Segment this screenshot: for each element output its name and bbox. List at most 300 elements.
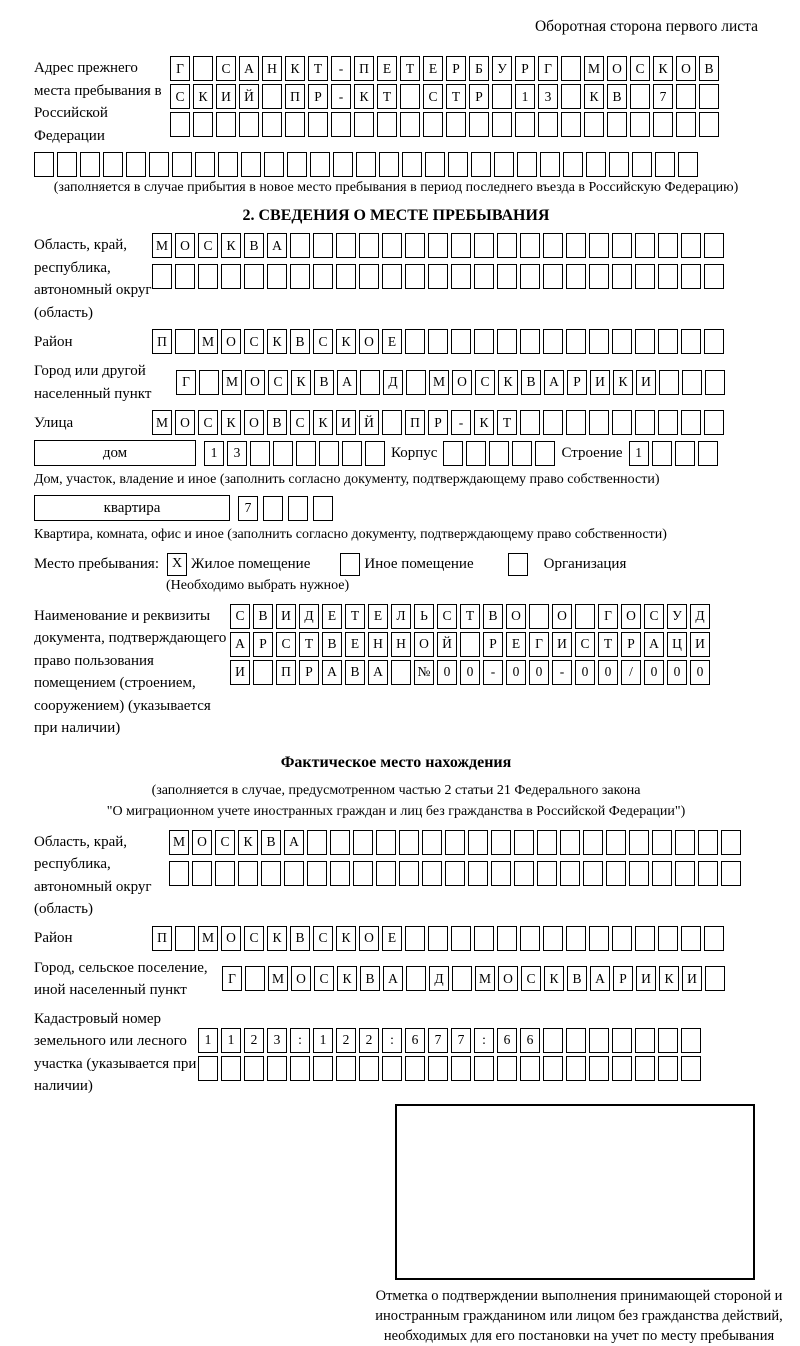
- char-cell[interactable]: [149, 152, 169, 177]
- char-cell[interactable]: [652, 830, 672, 855]
- char-cell[interactable]: К: [354, 84, 374, 109]
- char-cell[interactable]: С: [313, 926, 333, 951]
- char-cell[interactable]: [497, 1056, 517, 1081]
- char-cell[interactable]: С: [575, 632, 595, 657]
- char-cell[interactable]: 1: [515, 84, 535, 109]
- char-cell[interactable]: Р: [428, 410, 448, 435]
- char-cell[interactable]: :: [290, 1028, 310, 1053]
- char-cell[interactable]: [497, 264, 517, 289]
- char-cell[interactable]: Г: [176, 370, 196, 395]
- char-cell[interactable]: [721, 861, 741, 886]
- char-cell[interactable]: [586, 152, 606, 177]
- char-cell[interactable]: [290, 1056, 310, 1081]
- char-cell[interactable]: Т: [345, 604, 365, 629]
- char-cell[interactable]: С: [290, 410, 310, 435]
- char-cell[interactable]: К: [337, 966, 357, 991]
- char-cell[interactable]: М: [152, 233, 172, 258]
- char-cell[interactable]: [543, 1056, 563, 1081]
- char-cell[interactable]: А: [368, 660, 388, 685]
- char-cell[interactable]: С: [198, 410, 218, 435]
- char-cell[interactable]: [681, 926, 701, 951]
- char-cell[interactable]: [287, 152, 307, 177]
- char-cell[interactable]: [520, 926, 540, 951]
- char-cell[interactable]: П: [152, 329, 172, 354]
- char-cell[interactable]: [629, 861, 649, 886]
- char-cell[interactable]: О: [506, 604, 526, 629]
- char-cell[interactable]: Е: [382, 329, 402, 354]
- char-cell[interactable]: [382, 233, 402, 258]
- char-cell[interactable]: П: [285, 84, 305, 109]
- char-cell[interactable]: П: [405, 410, 425, 435]
- char-cell[interactable]: [514, 830, 534, 855]
- char-cell[interactable]: И: [690, 632, 710, 657]
- char-cell[interactable]: [399, 830, 419, 855]
- char-cell[interactable]: М: [429, 370, 449, 395]
- char-cell[interactable]: [400, 84, 420, 109]
- char-cell[interactable]: [543, 264, 563, 289]
- char-cell[interactable]: [474, 329, 494, 354]
- char-cell[interactable]: 0: [460, 660, 480, 685]
- char-cell[interactable]: [543, 1028, 563, 1053]
- char-cell[interactable]: Е: [506, 632, 526, 657]
- char-cell[interactable]: Г: [598, 604, 618, 629]
- char-cell[interactable]: Д: [429, 966, 449, 991]
- char-cell[interactable]: Й: [359, 410, 379, 435]
- char-cell[interactable]: [497, 233, 517, 258]
- char-cell[interactable]: [443, 441, 463, 466]
- char-cell[interactable]: И: [276, 604, 296, 629]
- char-cell[interactable]: [336, 264, 356, 289]
- char-cell[interactable]: К: [221, 410, 241, 435]
- char-cell[interactable]: [382, 1056, 402, 1081]
- char-cell[interactable]: Е: [345, 632, 365, 657]
- char-cell[interactable]: [336, 233, 356, 258]
- char-cell[interactable]: -: [552, 660, 572, 685]
- char-cell[interactable]: 7: [653, 84, 673, 109]
- char-cell[interactable]: [606, 861, 626, 886]
- char-cell[interactable]: О: [414, 632, 434, 657]
- char-cell[interactable]: К: [238, 830, 258, 855]
- char-cell[interactable]: 1: [313, 1028, 333, 1053]
- char-cell[interactable]: 3: [267, 1028, 287, 1053]
- char-cell[interactable]: [172, 152, 192, 177]
- char-cell[interactable]: С: [521, 966, 541, 991]
- char-cell[interactable]: О: [175, 233, 195, 258]
- char-cell[interactable]: [630, 112, 650, 137]
- char-cell[interactable]: К: [221, 233, 241, 258]
- char-cell[interactable]: [676, 84, 696, 109]
- char-cell[interactable]: [376, 861, 396, 886]
- char-cell[interactable]: Т: [400, 56, 420, 81]
- char-cell[interactable]: [379, 152, 399, 177]
- char-cell[interactable]: И: [636, 966, 656, 991]
- char-cell[interactable]: Т: [308, 56, 328, 81]
- char-cell[interactable]: В: [314, 370, 334, 395]
- char-cell[interactable]: О: [221, 926, 241, 951]
- char-cell[interactable]: [589, 1028, 609, 1053]
- char-cell[interactable]: М: [268, 966, 288, 991]
- char-cell[interactable]: 0: [437, 660, 457, 685]
- char-cell[interactable]: 0: [598, 660, 618, 685]
- char-cell[interactable]: [468, 830, 488, 855]
- char-cell[interactable]: С: [630, 56, 650, 81]
- char-cell[interactable]: -: [331, 56, 351, 81]
- char-cell[interactable]: [699, 112, 719, 137]
- char-cell[interactable]: [609, 152, 629, 177]
- char-cell[interactable]: [284, 861, 304, 886]
- char-cell[interactable]: 2: [359, 1028, 379, 1053]
- char-cell[interactable]: И: [682, 966, 702, 991]
- char-cell[interactable]: У: [492, 56, 512, 81]
- char-cell[interactable]: А: [230, 632, 250, 657]
- char-cell[interactable]: 0: [529, 660, 549, 685]
- char-cell[interactable]: [492, 84, 512, 109]
- char-cell[interactable]: [428, 264, 448, 289]
- char-cell[interactable]: [428, 926, 448, 951]
- char-cell[interactable]: [451, 329, 471, 354]
- char-cell[interactable]: В: [267, 410, 287, 435]
- char-cell[interactable]: [612, 410, 632, 435]
- char-cell[interactable]: [682, 370, 702, 395]
- char-cell[interactable]: [313, 264, 333, 289]
- char-cell[interactable]: [497, 926, 517, 951]
- char-cell[interactable]: А: [322, 660, 342, 685]
- char-cell[interactable]: [195, 152, 215, 177]
- char-cell[interactable]: К: [291, 370, 311, 395]
- char-cell[interactable]: Ц: [667, 632, 687, 657]
- char-cell[interactable]: [288, 496, 308, 521]
- char-cell[interactable]: В: [345, 660, 365, 685]
- char-cell[interactable]: С: [230, 604, 250, 629]
- char-cell[interactable]: С: [268, 370, 288, 395]
- char-cell[interactable]: С: [198, 233, 218, 258]
- char-cell[interactable]: Д: [690, 604, 710, 629]
- char-cell[interactable]: [199, 370, 219, 395]
- char-cell[interactable]: К: [267, 926, 287, 951]
- char-cell[interactable]: [253, 660, 273, 685]
- char-cell[interactable]: :: [474, 1028, 494, 1053]
- char-cell[interactable]: А: [239, 56, 259, 81]
- char-cell[interactable]: [543, 410, 563, 435]
- char-cell[interactable]: [308, 112, 328, 137]
- char-cell[interactable]: [451, 233, 471, 258]
- char-cell[interactable]: И: [590, 370, 610, 395]
- char-cell[interactable]: О: [221, 329, 241, 354]
- char-cell[interactable]: [563, 152, 583, 177]
- char-cell[interactable]: [494, 152, 514, 177]
- char-cell[interactable]: [566, 926, 586, 951]
- char-cell[interactable]: Е: [322, 604, 342, 629]
- char-cell[interactable]: [468, 861, 488, 886]
- char-cell[interactable]: [356, 152, 376, 177]
- char-cell[interactable]: [474, 926, 494, 951]
- char-cell[interactable]: [681, 264, 701, 289]
- char-cell[interactable]: 7: [428, 1028, 448, 1053]
- char-cell[interactable]: 1: [204, 441, 224, 466]
- char-cell[interactable]: -: [451, 410, 471, 435]
- char-cell[interactable]: [635, 264, 655, 289]
- char-cell[interactable]: 7: [238, 496, 258, 521]
- char-cell[interactable]: [698, 441, 718, 466]
- char-cell[interactable]: [491, 830, 511, 855]
- char-cell[interactable]: [469, 112, 489, 137]
- char-cell[interactable]: С: [475, 370, 495, 395]
- char-cell[interactable]: [80, 152, 100, 177]
- char-cell[interactable]: Е: [368, 604, 388, 629]
- char-cell[interactable]: [681, 233, 701, 258]
- char-cell[interactable]: [359, 1056, 379, 1081]
- char-cell[interactable]: [560, 861, 580, 886]
- char-cell[interactable]: Д: [299, 604, 319, 629]
- char-cell[interactable]: [428, 1056, 448, 1081]
- char-cell[interactable]: Д: [383, 370, 403, 395]
- char-cell[interactable]: [699, 84, 719, 109]
- char-cell[interactable]: [653, 112, 673, 137]
- char-cell[interactable]: Г: [222, 966, 242, 991]
- char-cell[interactable]: И: [336, 410, 356, 435]
- char-cell[interactable]: К: [336, 926, 356, 951]
- char-cell[interactable]: [405, 329, 425, 354]
- char-cell[interactable]: [652, 861, 672, 886]
- char-cell[interactable]: 1: [221, 1028, 241, 1053]
- char-cell[interactable]: В: [360, 966, 380, 991]
- char-cell[interactable]: [471, 152, 491, 177]
- char-cell[interactable]: [630, 84, 650, 109]
- char-cell[interactable]: [319, 441, 339, 466]
- char-cell[interactable]: О: [676, 56, 696, 81]
- char-cell[interactable]: Б: [469, 56, 489, 81]
- char-cell[interactable]: С: [170, 84, 190, 109]
- char-cell[interactable]: [658, 410, 678, 435]
- char-cell[interactable]: 6: [497, 1028, 517, 1053]
- char-cell[interactable]: [566, 264, 586, 289]
- char-cell[interactable]: А: [284, 830, 304, 855]
- char-cell[interactable]: [353, 861, 373, 886]
- char-cell[interactable]: [560, 830, 580, 855]
- char-cell[interactable]: [658, 926, 678, 951]
- char-cell[interactable]: 0: [506, 660, 526, 685]
- char-cell[interactable]: [405, 926, 425, 951]
- char-cell[interactable]: [175, 264, 195, 289]
- char-cell[interactable]: [704, 233, 724, 258]
- char-cell[interactable]: [607, 112, 627, 137]
- char-cell[interactable]: [382, 264, 402, 289]
- char-cell[interactable]: [698, 830, 718, 855]
- char-cell[interactable]: [313, 496, 333, 521]
- char-cell[interactable]: К: [653, 56, 673, 81]
- char-cell[interactable]: [612, 329, 632, 354]
- char-cell[interactable]: 2: [336, 1028, 356, 1053]
- char-cell[interactable]: [515, 112, 535, 137]
- char-cell[interactable]: [353, 830, 373, 855]
- char-cell[interactable]: 1: [629, 441, 649, 466]
- char-cell[interactable]: С: [244, 329, 264, 354]
- char-cell[interactable]: [612, 264, 632, 289]
- char-cell[interactable]: [273, 441, 293, 466]
- char-cell[interactable]: [589, 329, 609, 354]
- char-cell[interactable]: [445, 861, 465, 886]
- char-cell[interactable]: Р: [613, 966, 633, 991]
- char-cell[interactable]: [307, 830, 327, 855]
- char-cell[interactable]: О: [498, 966, 518, 991]
- char-cell[interactable]: [635, 233, 655, 258]
- char-cell[interactable]: [267, 264, 287, 289]
- char-cell[interactable]: [250, 441, 270, 466]
- char-cell[interactable]: [704, 329, 724, 354]
- char-cell[interactable]: [658, 329, 678, 354]
- char-cell[interactable]: А: [590, 966, 610, 991]
- char-cell[interactable]: О: [452, 370, 472, 395]
- char-cell[interactable]: [336, 1056, 356, 1081]
- char-cell[interactable]: М: [169, 830, 189, 855]
- char-cell[interactable]: [583, 861, 603, 886]
- char-cell[interactable]: [290, 264, 310, 289]
- char-cell[interactable]: [514, 861, 534, 886]
- char-cell[interactable]: [658, 233, 678, 258]
- char-cell[interactable]: Р: [253, 632, 273, 657]
- char-cell[interactable]: Р: [515, 56, 535, 81]
- char-cell[interactable]: [359, 264, 379, 289]
- char-cell[interactable]: [584, 112, 604, 137]
- char-cell[interactable]: [313, 1056, 333, 1081]
- char-cell[interactable]: [460, 632, 480, 657]
- char-cell[interactable]: [221, 1056, 241, 1081]
- char-cell[interactable]: В: [699, 56, 719, 81]
- char-cell[interactable]: О: [175, 410, 195, 435]
- char-cell[interactable]: [655, 152, 675, 177]
- char-cell[interactable]: :: [382, 1028, 402, 1053]
- char-cell[interactable]: С: [216, 56, 236, 81]
- char-cell[interactable]: [676, 112, 696, 137]
- char-cell[interactable]: Й: [239, 84, 259, 109]
- char-cell[interactable]: П: [354, 56, 374, 81]
- char-cell[interactable]: Р: [469, 84, 489, 109]
- char-cell[interactable]: [589, 926, 609, 951]
- char-cell[interactable]: [537, 830, 557, 855]
- char-cell[interactable]: [520, 329, 540, 354]
- char-cell[interactable]: [675, 830, 695, 855]
- char-cell[interactable]: Т: [497, 410, 517, 435]
- char-cell[interactable]: Р: [446, 56, 466, 81]
- char-cell[interactable]: [681, 1028, 701, 1053]
- char-cell[interactable]: -: [331, 84, 351, 109]
- char-cell[interactable]: -: [483, 660, 503, 685]
- char-cell[interactable]: И: [230, 660, 250, 685]
- char-cell[interactable]: В: [290, 329, 310, 354]
- char-cell[interactable]: [169, 861, 189, 886]
- char-cell[interactable]: [405, 264, 425, 289]
- char-cell[interactable]: [377, 112, 397, 137]
- char-cell[interactable]: М: [198, 329, 218, 354]
- char-cell[interactable]: Н: [368, 632, 388, 657]
- char-cell[interactable]: [448, 152, 468, 177]
- char-cell[interactable]: [34, 152, 54, 177]
- char-cell[interactable]: К: [544, 966, 564, 991]
- char-cell[interactable]: [296, 441, 316, 466]
- char-cell[interactable]: А: [267, 233, 287, 258]
- char-cell[interactable]: [57, 152, 77, 177]
- char-cell[interactable]: [566, 1028, 586, 1053]
- char-cell[interactable]: [446, 112, 466, 137]
- char-cell[interactable]: [543, 233, 563, 258]
- char-cell[interactable]: С: [423, 84, 443, 109]
- char-cell[interactable]: [658, 1028, 678, 1053]
- char-cell[interactable]: [445, 830, 465, 855]
- char-cell[interactable]: [540, 152, 560, 177]
- char-cell[interactable]: [583, 830, 603, 855]
- char-cell[interactable]: [561, 84, 581, 109]
- char-cell[interactable]: [193, 112, 213, 137]
- char-cell[interactable]: [606, 830, 626, 855]
- char-cell[interactable]: Т: [299, 632, 319, 657]
- char-cell[interactable]: [589, 233, 609, 258]
- char-cell[interactable]: В: [607, 84, 627, 109]
- char-cell[interactable]: [635, 926, 655, 951]
- char-cell[interactable]: [310, 152, 330, 177]
- char-cell[interactable]: Т: [460, 604, 480, 629]
- char-cell[interactable]: С: [244, 926, 264, 951]
- char-cell[interactable]: [491, 861, 511, 886]
- char-cell[interactable]: С: [313, 329, 333, 354]
- char-cell[interactable]: И: [216, 84, 236, 109]
- char-cell[interactable]: Р: [299, 660, 319, 685]
- char-cell[interactable]: [520, 264, 540, 289]
- char-cell[interactable]: 0: [667, 660, 687, 685]
- char-cell[interactable]: 0: [575, 660, 595, 685]
- char-cell[interactable]: Е: [423, 56, 443, 81]
- char-cell[interactable]: [365, 441, 385, 466]
- char-cell[interactable]: [543, 329, 563, 354]
- char-cell[interactable]: [126, 152, 146, 177]
- char-cell[interactable]: О: [552, 604, 572, 629]
- char-cell[interactable]: [428, 233, 448, 258]
- char-cell[interactable]: О: [245, 370, 265, 395]
- checkbox-residential[interactable]: X: [167, 553, 187, 576]
- char-cell[interactable]: [103, 152, 123, 177]
- char-cell[interactable]: [406, 966, 426, 991]
- char-cell[interactable]: Г: [538, 56, 558, 81]
- char-cell[interactable]: [342, 441, 362, 466]
- char-cell[interactable]: [474, 233, 494, 258]
- char-cell[interactable]: 6: [520, 1028, 540, 1053]
- char-cell[interactable]: [425, 152, 445, 177]
- char-cell[interactable]: [451, 264, 471, 289]
- char-cell[interactable]: [675, 441, 695, 466]
- char-cell[interactable]: [489, 441, 509, 466]
- char-cell[interactable]: [170, 112, 190, 137]
- char-cell[interactable]: Р: [483, 632, 503, 657]
- char-cell[interactable]: Г: [529, 632, 549, 657]
- char-cell[interactable]: Й: [437, 632, 457, 657]
- char-cell[interactable]: [635, 1028, 655, 1053]
- char-cell[interactable]: Л: [391, 604, 411, 629]
- char-cell[interactable]: С: [437, 604, 457, 629]
- char-cell[interactable]: И: [636, 370, 656, 395]
- char-cell[interactable]: [285, 112, 305, 137]
- char-cell[interactable]: [566, 329, 586, 354]
- char-cell[interactable]: [497, 329, 517, 354]
- char-cell[interactable]: [635, 410, 655, 435]
- char-cell[interactable]: [360, 370, 380, 395]
- char-cell[interactable]: [543, 926, 563, 951]
- char-cell[interactable]: [290, 233, 310, 258]
- char-cell[interactable]: №: [414, 660, 434, 685]
- char-cell[interactable]: [451, 926, 471, 951]
- char-cell[interactable]: Т: [446, 84, 466, 109]
- char-cell[interactable]: В: [322, 632, 342, 657]
- char-cell[interactable]: [698, 861, 718, 886]
- char-cell[interactable]: [466, 441, 486, 466]
